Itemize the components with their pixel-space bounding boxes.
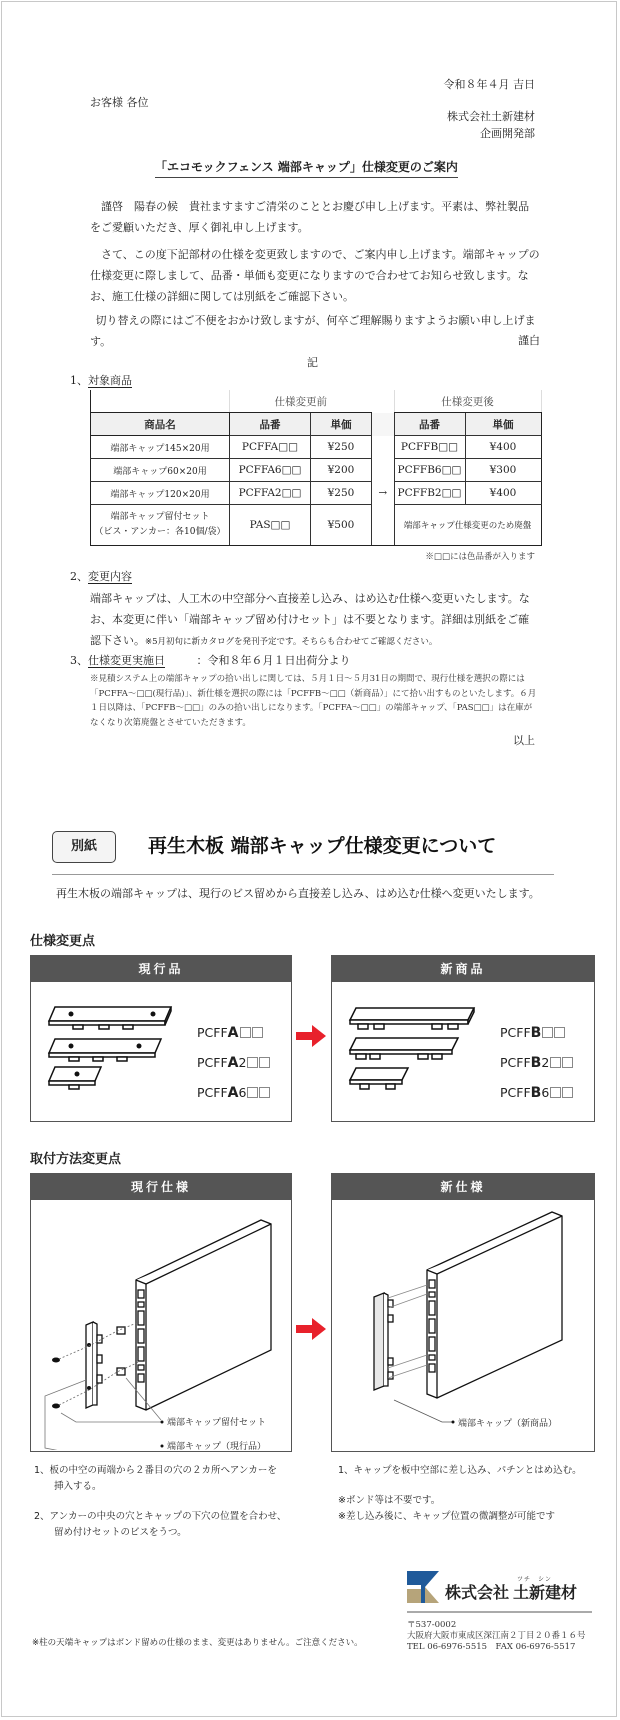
ki-label: 記: [307, 356, 318, 369]
company-address: 大阪府大阪市東成区深江南２丁目２０番１６号: [407, 1631, 586, 1641]
new-product-header: 新商品: [332, 956, 594, 982]
section3-heading: 3、仕様変更実施日 ：令和８年６月１日出荷分より: [70, 654, 351, 667]
section2-label: 変更内容: [88, 570, 132, 583]
install-section-heading: 取付方法変更点: [30, 1152, 122, 1167]
sender-company: 株式会社土新建材: [447, 110, 535, 123]
letter-sender: [447, 108, 535, 142]
letter-date: 令和８年４月 吉日: [443, 78, 535, 91]
paragraph-apology: 切り替えの際にはご不便をおかけ致しますが、何卒ご理解賜りますようお願い申し上げます。: [90, 314, 536, 348]
th-old-price: 単価: [311, 413, 372, 436]
label-fastening-set: 端部キャップ留付セット: [167, 1418, 267, 1428]
group-after: 仕様変更後: [394, 390, 541, 413]
arrow-right-icon: [296, 1025, 326, 1047]
th-old-code: 品番: [230, 413, 311, 436]
section3-date: ：令和８年６月１日出荷分より: [196, 654, 351, 667]
current-install-box: [30, 1173, 292, 1452]
new-code: PCFFB2: [500, 1048, 573, 1078]
current-cap-illustration-icon: [43, 1001, 193, 1096]
table-row: 端部キャップ留付セット （ビス・アンカー：各10個/袋） PAS□□ ¥500 端部キャップ仕様変更のため廃盤: [91, 505, 542, 546]
new-install-header: 新仕様: [332, 1174, 594, 1200]
th-new-code: 品番: [394, 413, 465, 436]
current-code: PCFFA6: [197, 1078, 270, 1108]
table-row: 端部キャップ120×20用 PCFFA2□□ ¥250 → PCFFB2□□ ¥400: [91, 482, 542, 505]
letter-title: 「エコモックフェンス 端部キャップ」仕様変更のご案内: [155, 158, 458, 178]
company-tel-fax: TEL 06-6976-5515 FAX 06-6976-5517: [407, 1642, 576, 1652]
attachment-title: 再生木板 端部キャップ仕様変更について: [148, 835, 497, 857]
current-product-header: 現行品: [31, 956, 291, 982]
letter-end: 以上: [513, 734, 535, 747]
attachment-badge: 別紙: [52, 831, 116, 863]
section3-label: 仕様変更実施日: [88, 654, 165, 667]
new-code: PCFFB: [500, 1018, 573, 1048]
section1-heading: 1、対象商品: [70, 374, 132, 387]
new-note-1: ※ボンド等は不要です。: [338, 1495, 441, 1506]
spec-section-heading: 仕様変更点: [30, 934, 96, 949]
group-before: 仕様変更前: [230, 390, 372, 413]
company-divider: [407, 1611, 592, 1613]
paragraph-greeting: 謹啓 陽春の候 貴社ますますご清栄のこととお慶び申し上げます。平素は、弊社製品をご愛顧いただき、厚く御礼申し上げます。: [90, 200, 530, 234]
closing-keihaku: 謹白: [518, 334, 540, 347]
table-row: 端部キャップ60×20用 PCFFA6□□ ¥200 PCFFB6□□ ¥300: [91, 459, 542, 482]
current-install-diagram-icon: [31, 1200, 291, 1450]
new-codes: [500, 1018, 573, 1108]
section3-note: ※見積システム上の端部キャップの拾い出しに関しては、５月１日〜５月31日の期間で、現行仕様を選択の際には「PCFFA～□□(現行品)」、新仕様を選択の際には「PCFFB～□□（新商品）」にて拾い出すものといたします。６月１日以降は、「PCFFB～□□」のみの拾い出しになります。「PCFFA～□□」の端部キャップ、「PAS□□」は在庫がなくなり次第廃盤とさせていただきます。: [90, 674, 537, 728]
arrow: →: [372, 482, 395, 505]
current-product-box: [30, 955, 292, 1122]
table-row: 端部キャップ145×20用 PCFFA□□ ¥250 PCFFB□□ ¥400: [91, 436, 542, 459]
label-new-cap: 端部キャップ（新商品）: [458, 1419, 558, 1429]
new-product-box: [331, 955, 595, 1122]
new-install-steps: [338, 1463, 582, 1525]
new-code: PCFFB6: [500, 1078, 573, 1108]
label-current-cap: 端部キャップ（現行品）: [167, 1442, 267, 1452]
new-step-1: 1、キャップを板中空部に差し込み、パチンとはめ込む。: [338, 1465, 582, 1476]
company-logo-icon: [407, 1571, 439, 1603]
company-brand: 土新建材: [513, 1583, 578, 1602]
current-install-steps: 1、板の中空の両端から２番目の穴の２カ所へアンカーを 挿入する。 2、アンカーの中央の穴とキャップの下穴の位置を合わせ、 留め付けセットのビスをうつ。: [34, 1465, 287, 1538]
new-install-diagram-icon: [332, 1200, 594, 1450]
new-note-2: ※差し込み後に、キャップ位置の微調整が可能です: [338, 1511, 555, 1522]
paragraph-notice: さて、この度下記部材の仕様を変更致しますので、ご案内申し上げます。端部キャップの仕様変更に際しまして、品番・単価も変更になりますので合わせてお知らせ致します。なお、施工仕様の詳細に関しては別紙をご確認下さい。: [90, 248, 540, 303]
th-new-price: 単価: [465, 413, 541, 436]
th-name: 商品名: [91, 413, 230, 436]
new-cap-illustration-icon: [346, 1004, 486, 1099]
title-divider: [52, 874, 554, 875]
sender-dept: 企画開発部: [480, 127, 535, 140]
section2-note: ※5月初旬に新カタログを発刊予定です。そちらも合わせてご確認ください。: [145, 637, 438, 647]
current-install-header: 現行仕様: [31, 1174, 291, 1200]
bottom-note: ※柱の天端キャップはボンド留めの仕様のまま、変更はありません。ご注意ください。: [32, 1638, 363, 1648]
new-install-box: [331, 1173, 595, 1452]
attachment-lead: 再生木板の端部キャップは、現行のビス留めから直接差し込み、はめ込む仕様へ変更いたします。: [56, 887, 540, 900]
step-1: 1、板の中空の両端から２番目の穴の２カ所へアンカーを: [34, 1465, 277, 1476]
company-name: 株式会社 ツチ シン 土新建材: [445, 1576, 578, 1602]
section1-label: 対象商品: [88, 374, 132, 387]
company-ruby: ツチ シン: [517, 1576, 552, 1583]
section2-heading: 2、変更内容: [70, 570, 132, 583]
company-postal: 〒537-0002: [407, 1620, 457, 1630]
section2-text: 端部キャップは、人工木の中空部分へ直接差し込み、はめ込む仕様へ変更いたします。なお、本変更に伴い「端部キャップ留め付けセット」は不要となります。詳細は別紙をご確認下さい。※5月初旬に新カタログを発刊予定です。そちらも合わせてご確認ください。: [90, 592, 530, 647]
current-code: PCFFA: [197, 1018, 270, 1048]
current-codes: [197, 1018, 270, 1108]
step-2: 2、アンカーの中央の穴とキャップの下穴の位置を合わせ、: [34, 1511, 287, 1522]
table-footnote: ※□□には色品番が入ります: [425, 552, 535, 562]
product-table: [90, 390, 542, 546]
current-code: PCFFA2: [197, 1048, 270, 1078]
company-contact: [407, 1620, 586, 1653]
letter-recipient: お客様 各位: [90, 96, 149, 109]
arrow-right-icon: [296, 1318, 326, 1340]
